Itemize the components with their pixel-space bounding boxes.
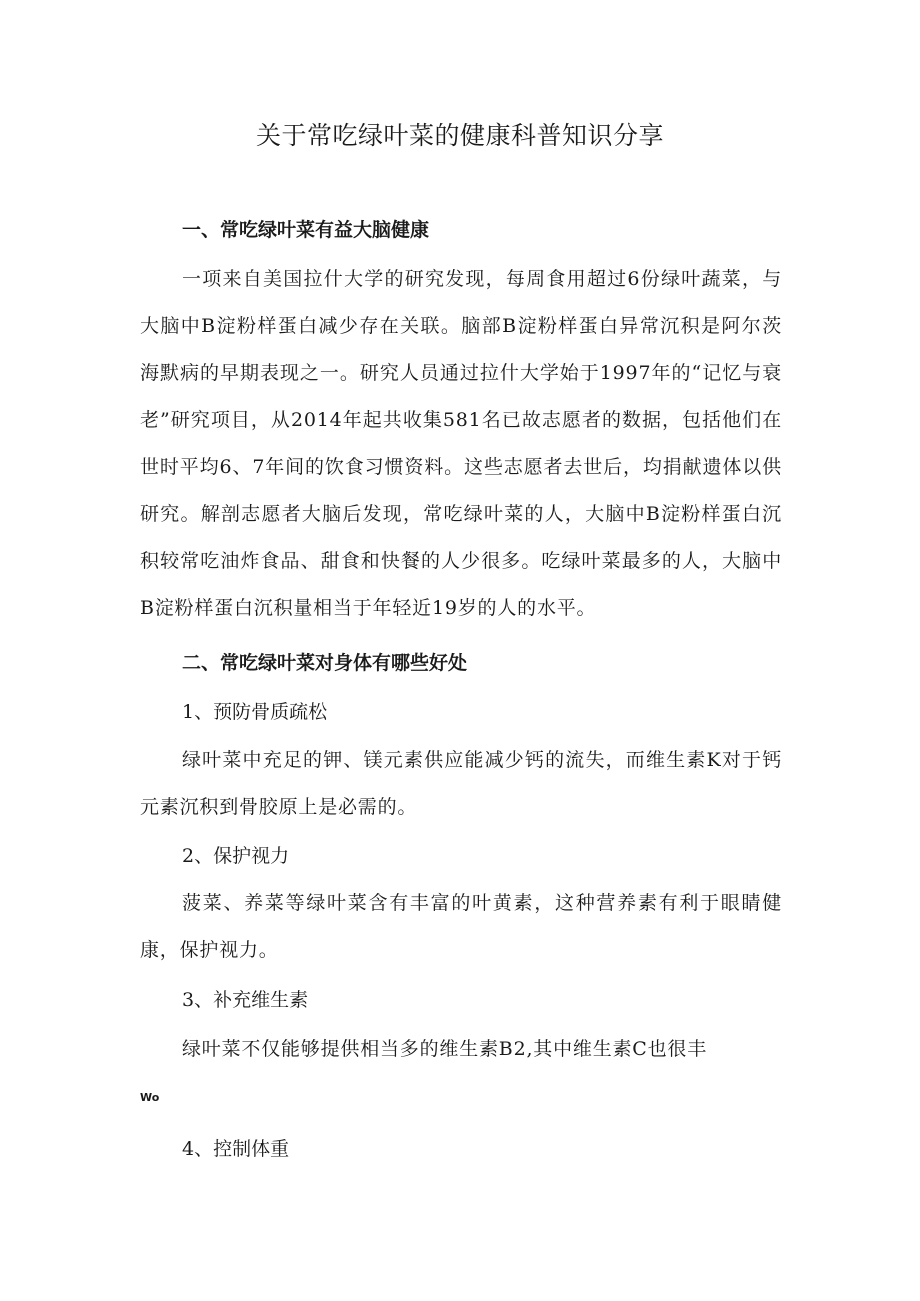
section-1-heading: 一、常吃绿叶菜有益大脑健康 [182,219,430,241]
stray-text-artifact: Wo [140,1091,160,1104]
item-2-subheading: 2、保护视力 [182,845,290,867]
section-2-heading: 二、常吃绿叶菜对身体有哪些好处 [182,652,468,674]
document-title: 关于常吃绿叶菜的健康科普知识分享 [255,121,664,150]
item-3-subheading: 3、补充维生素 [182,989,309,1011]
item-2-text: 菠菜、养菜等绿叶菜含有丰富的叶黄素，这种营养素有利于眼睛健康，保护视力。 [140,892,782,961]
item-4-subheading: 4、控制体重 [182,1138,290,1160]
item-1-subheading: 1、预防骨质疏松 [182,701,328,723]
item-3-text: 绿叶菜不仅能够提供相当多的维生素B2,其中维生素C也很丰 [182,1038,708,1060]
section-1-paragraph: 一项来自美国拉什大学的研究发现，每周食用超过6份绿叶蔬菜，与大脑中B淀粉样蛋白减少存在关联。脑部B淀粉样蛋白异常沉积是阿尔茨海默病的早期表现之一。研究人员通过拉什大学始于1997年的“记忆与衰老”研究项目，从2014年起共收集581名已故志愿者的数据，包括他们在世时平均6、7年间的饮食习惯资料。这些志愿者去世后，均捐献遗体以供研究。解剖志愿者大脑后发现，常吃绿叶菜的人，大脑中B淀粉样蛋白沉积较常吃油炸食品、甜食和快餐的人少很多。吃绿叶菜最多的人，大脑中B淀粉样蛋白沉积量相当于年轻近19岁的人的水平。 [140,268,782,619]
item-1-text: 绿叶菜中充足的钾、镁元素供应能减少钙的流失，而维生素K对于钙元素沉积到骨胶原上是必需的。 [140,749,782,818]
